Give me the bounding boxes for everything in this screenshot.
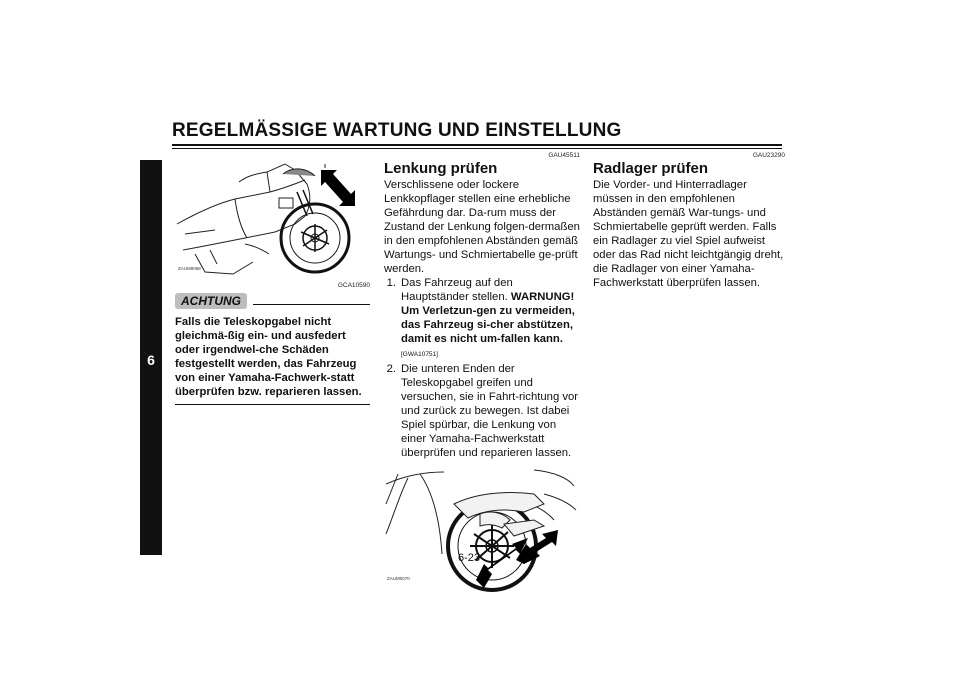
header-rule-thin xyxy=(172,148,782,149)
step-text xyxy=(401,276,580,362)
column-steering-check xyxy=(384,152,580,592)
step2-text: Die unteren Enden der Teleskopgabel greifen und versuchen, sie in Fahrt-richtung vor und zurück zu bewegen. Ist dabei Spiel spürbar, die Lenkung von einer Yamaha-Fachwerkstatt überprüfen und reparieren lassen. xyxy=(401,363,579,459)
column-fork-check xyxy=(175,152,370,405)
section-title: Lenkung prüfen xyxy=(384,160,498,177)
chapter-tab xyxy=(140,160,162,555)
wheel-fork-illustration xyxy=(384,464,580,592)
section-code: GAU23290 xyxy=(752,152,785,159)
figure-id: ZAUM0070 xyxy=(387,576,410,581)
step1-code: [GWA10751] xyxy=(401,351,438,358)
header-rule-thick xyxy=(172,144,782,146)
step1-warning: WARNUNG! Um Verletzun-gen zu vermeiden, das Fahrzeug si-cher abstützen, damit es nicht um-fallen kann. xyxy=(401,291,575,345)
figure-id: ZAUM0068 xyxy=(178,266,201,271)
page-title: REGELMÄSSIGE WARTUNG UND EINSTELLUNG xyxy=(172,120,622,141)
step1-text: Das Fahrzeug auf den Hauptständer stellen. xyxy=(401,277,513,303)
step-number: 2. xyxy=(386,363,396,375)
fork-check-illustration xyxy=(384,464,580,592)
page-number: 6-23 xyxy=(458,552,481,564)
page-header xyxy=(172,120,782,149)
list-item xyxy=(384,362,580,460)
caution-header xyxy=(175,293,370,309)
caution-label: ACHTUNG xyxy=(175,293,247,309)
caution-rule xyxy=(253,304,370,305)
chapter-number: 6 xyxy=(147,352,155,368)
scooter-fork-illustration xyxy=(175,154,370,282)
caution-code: GCA10590 xyxy=(337,282,370,289)
section-intro: Verschlissene oder lockere Lenkkopflager stellen eine erhebliche Gefährdung dar. Da-rum muss der Zustand der Lenkung folgen-dermaßen in den empfohlenen Abständen gemäß Wartungs- und Schmiertabelle ge-prüft werden. xyxy=(384,179,580,275)
caution-bottom-rule xyxy=(175,404,370,405)
scooter-front-illustration xyxy=(175,154,370,282)
list-item xyxy=(384,276,580,362)
steps-list xyxy=(384,276,580,460)
column-wheel-bearings xyxy=(593,152,785,290)
section-text: Die Vorder- und Hinterradlager müssen in den empfohlenen Abständen gemäß War-tungs- und Schmiertabelle geprüft werden. Falls ein Radlager zu viel Spiel aufweist oder das Rad nicht leichtgängig dreht, die Radlager von einer Yamaha-Fachwerkstatt überprüfen lassen. xyxy=(593,179,784,289)
section-title: Radlager prüfen xyxy=(593,160,709,177)
step-number: 1. xyxy=(386,277,396,289)
caution-text: Falls die Teleskopgabel nicht gleichmä-ßig ein- und ausfedert oder irgendwel-che Schäden festgestellt werden, das Fahrzeug von einer Yamaha-Fachwerk-statt überprüfen bzw. reparieren lassen. xyxy=(175,316,362,398)
section-code: GAU45511 xyxy=(548,152,580,159)
